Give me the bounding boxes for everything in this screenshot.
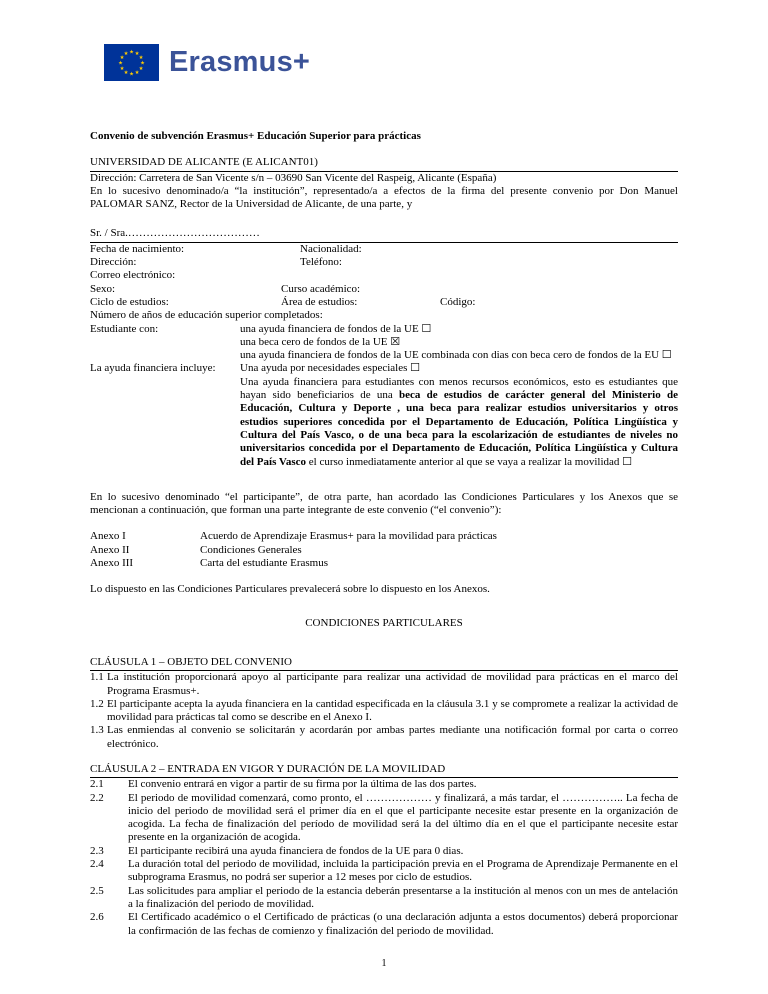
annex-row-2 xyxy=(90,544,678,557)
student-with-label: Estudiante con: xyxy=(90,322,159,335)
code-label: Código: xyxy=(440,295,476,308)
clause2-item-6-number: 2.6 xyxy=(90,911,104,924)
clause2-item-4-text: La duración total del periodo de movilidad, incluida la participación previa en el Programa de Aprendizaje Permanente en el subprograma Erasmus, no podrá ser superior a 12 meses por ciclo de estudios. xyxy=(128,858,678,884)
clause2-item-1-number: 2.1 xyxy=(90,778,104,791)
clause1-item-3 xyxy=(90,724,678,751)
annex-list xyxy=(90,530,678,570)
field-row-years-completed xyxy=(90,309,678,322)
student-with-block xyxy=(90,323,678,363)
annex-row-3 xyxy=(90,557,678,570)
clause2-item-5-text: Las solicitudes para ampliar el periodo de la estancia deberán presentarse a la institución al menos con un mes de antelación a la finalización del periodo de movilidad. xyxy=(128,884,678,910)
svg-text:★: ★ xyxy=(134,69,140,76)
student-option-combined-grant: una ayuda financiera de fondos de la UE combinada con dias con beca cero de fondos de la EU ☐ xyxy=(240,349,672,362)
low-income-text-bold: beca de estudios de carácter general del Ministerio de Educación, Cultura y Deporte , una beca para realizar estudios universitarios y otros estudios superiores concedida por el Departamento de Educación, Política Lingüística y Cultura del País Vasco, o de una beca para la escolarización de estudiantes de niveles no universitarios concedida por el Departamento de Educación, Política Lingüística y Cultura del País Vasco xyxy=(240,389,678,468)
years-completed-label: Número de años de educación superior completados: xyxy=(90,309,323,322)
field-row-cycle-area-code xyxy=(90,296,678,309)
clause1-item-3-number: 1.3 xyxy=(90,724,104,737)
clause1-item-3-text: Las enmiendas al convenio se solicitarán y acordarán por ambas partes mediante una notificación formal por carta o correo electrónico. xyxy=(107,724,678,750)
phone-label: Teléfono: xyxy=(300,256,342,269)
participant-fields xyxy=(90,243,678,323)
clause2-item-5 xyxy=(90,885,678,912)
field-row-birth-nationality xyxy=(90,243,678,256)
clause2-item-1 xyxy=(90,778,678,791)
clause2-item-6 xyxy=(90,911,678,938)
clause2-item-3-number: 2.3 xyxy=(90,844,104,857)
clause1-item-2-number: 1.2 xyxy=(90,697,104,710)
student-option-zero-grant: una beca cero de fondos de la UE ☒ xyxy=(240,335,401,348)
institution-name: UNIVERSIDAD DE ALICANTE (E ALICANT01) xyxy=(90,156,678,171)
svg-text:★: ★ xyxy=(140,60,145,67)
clause2-item-2 xyxy=(90,792,678,845)
svg-text:★: ★ xyxy=(138,54,144,61)
svg-text:★: ★ xyxy=(119,65,125,72)
participant-salutation: Sr. / Sra.……………………………… xyxy=(90,227,678,242)
svg-text:★: ★ xyxy=(119,54,125,61)
financial-aid-body xyxy=(240,362,678,468)
low-income-text-2: el curso inmediatamente anterior al que se vaya a realizar la movilidad ☐ xyxy=(306,455,632,468)
svg-text:★: ★ xyxy=(123,69,129,76)
clause1-item-1-number: 1.1 xyxy=(90,671,104,684)
clause2-item-6-text: El Certificado académico o el Certificado de prácticas (o una declaración adjunta a estos documentos) deberá proporcionar la confirmación de las fechas de comienzo y finalización del periodo de movilidad. xyxy=(128,911,678,937)
annex-1-id: Anexo I xyxy=(90,530,126,543)
low-income-paragraph xyxy=(240,376,678,469)
clause2-item-3 xyxy=(90,845,678,858)
svg-text:★: ★ xyxy=(134,50,140,57)
agreement-intro: En lo sucesivo denominado “el participante”, de otra parte, han acordado las Condiciones Particulares y los Anexos que se mencionan a continuación, que forman una parte integrante de este convenio (“el convenio”): xyxy=(90,490,678,517)
svg-text:★: ★ xyxy=(123,50,129,57)
page-number: 1 xyxy=(381,957,387,969)
svg-text:★: ★ xyxy=(129,71,134,78)
section-title: CONDICIONES PARTICULARES xyxy=(305,616,463,629)
clause1-item-1-text: La institución proporcionará apoyo al participante para realizar una actividad de movilidad para prácticas en el marco del Programa Erasmus+. xyxy=(107,671,678,697)
clause1-heading: CLÁUSULA 1 – OBJETO DEL CONVENIO xyxy=(90,656,678,671)
annex-2-id: Anexo II xyxy=(90,543,130,556)
field-row-sex-year xyxy=(90,283,678,296)
sex-label: Sexo: xyxy=(90,282,116,295)
clause2-item-2-number: 2.2 xyxy=(90,791,104,804)
eu-flag-icon xyxy=(104,44,159,81)
email-label: Correo electrónico: xyxy=(90,269,176,282)
annex-1-title: Acuerdo de Aprendizaje Erasmus+ para la movilidad para prácticas xyxy=(200,530,497,543)
address-label: Dirección: xyxy=(90,256,137,269)
clause2-heading: CLÁUSULA 2 – ENTRADA EN VIGOR Y DURACIÓN DE LA MOVILIDAD xyxy=(90,763,678,778)
clause2-item-4-number: 2.4 xyxy=(90,858,104,871)
clause2-item-4 xyxy=(90,858,678,885)
birthdate-label: Fecha de nacimiento: xyxy=(90,242,185,255)
study-cycle-label: Ciclo de estudios: xyxy=(90,295,169,308)
erasmus-logo xyxy=(104,44,678,81)
svg-text:★: ★ xyxy=(129,49,134,56)
clause2-item-2-text: El periodo de movilidad comenzará, como pronto, el ……………… y finalizará, a más tardar, el …………….. La fecha de inicio del periodo de movilidad será el primer día en el que el participante necesite estar presente en la organización de acogida. La fecha de finalización del período de movilidad será la del último día en el que el participante necesite estar presente en la organización de acogida. xyxy=(128,791,678,844)
student-option-eu-grant: una ayuda financiera de fondos de la UE ☐ xyxy=(240,322,432,335)
precedence-note: Lo dispuesto en las Condiciones Particulares prevalecerá sobre lo dispuesto en los Anexos. xyxy=(90,583,490,596)
special-needs-option: Una ayuda por necesidades especiales ☐ xyxy=(240,362,420,375)
study-area-label: Área de estudios: xyxy=(281,295,358,308)
low-income-text-1: Una ayuda financiera para estudiantes con menos recursos económicos, esto es estudiantes que hayan sido beneficiarios de una xyxy=(240,375,678,402)
financial-aid-label: La ayuda financiera incluye: xyxy=(90,362,216,375)
field-row-address-phone xyxy=(90,256,678,269)
clause2-item-1-text: El convenio entrará en vigor a partir de su firma por la última de las dos partes. xyxy=(128,778,477,791)
svg-text:★: ★ xyxy=(138,65,144,72)
clause2-item-5-number: 2.5 xyxy=(90,884,104,897)
student-with-options xyxy=(240,323,678,363)
clause1-item-2-text: El participante acepta la ayuda financiera en la cantidad especificada en la cláusula 3.1 y se compromete a realizar la actividad de movilidad para prácticas tal como se describe en el Anexo I. xyxy=(107,697,678,724)
field-row-email xyxy=(90,269,678,282)
institution-address: Dirección: Carretera de San Vicente s/n – 03690 San Vicente del Raspeig, Alicante (España) xyxy=(90,171,497,184)
clause1-item-1 xyxy=(90,671,678,698)
annex-row-1 xyxy=(90,530,678,543)
svg-text:★: ★ xyxy=(118,60,123,67)
document-title: Convenio de subvención Erasmus+ Educación Superior para prácticas xyxy=(90,130,421,142)
annex-3-id: Anexo III xyxy=(90,557,134,570)
institution-intro: En lo sucesivo denominado/a “la institución”, representado/a a efectos de la firma del presente convenio por Don Manuel PALOMAR SANZ, Rector de la Universidad de Alicante, de una parte, y xyxy=(90,184,678,211)
nationality-label: Nacionalidad: xyxy=(300,242,362,255)
erasmus-wordmark: Erasmus+ xyxy=(169,45,311,78)
academic-year-label: Curso académico: xyxy=(281,282,361,295)
clause1-item-2 xyxy=(90,698,678,725)
annex-2-title: Condiciones Generales xyxy=(200,543,302,556)
annex-3-title: Carta del estudiante Erasmus xyxy=(200,557,328,570)
clause2-item-3-text: El participante recibirá una ayuda financiera de fondos de la UE para 0 dias. xyxy=(128,844,464,857)
financial-aid-block xyxy=(90,362,678,468)
